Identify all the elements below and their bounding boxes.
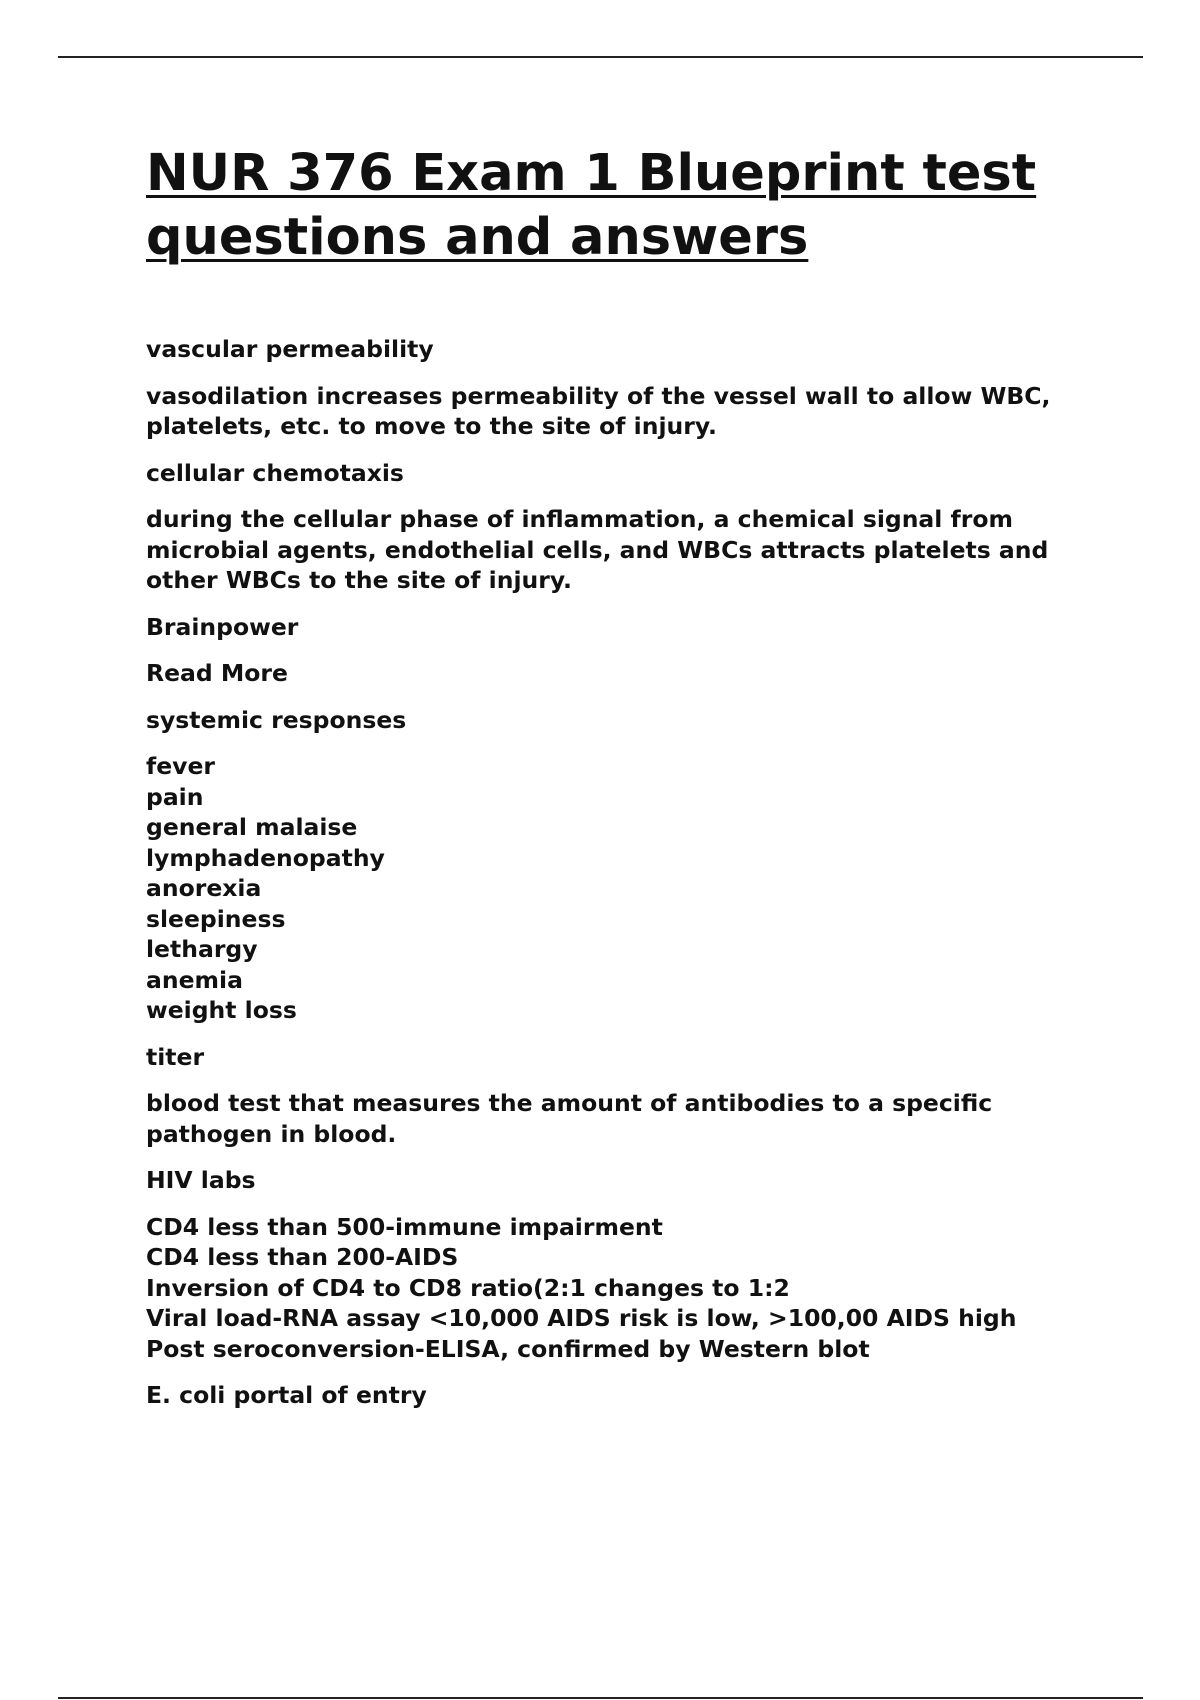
text-line: platelets, etc. to move to the site of injury.	[146, 412, 717, 440]
title-line-1: NUR 376 Exam 1 Blueprint test	[146, 144, 1037, 203]
text-line: blood test that measures the amount of antibodies to a specific	[146, 1089, 993, 1117]
text-line: lethargy	[146, 935, 258, 963]
text-line: other WBCs to the site of injury.	[146, 566, 572, 594]
definition-titer	[146, 1088, 1096, 1149]
bottom-divider	[58, 1697, 1143, 1699]
text-line: Read More	[146, 659, 288, 687]
text-line: cellular chemotaxis	[146, 458, 404, 487]
text-line: general malaise	[146, 813, 358, 841]
text-line: weight loss	[146, 996, 297, 1024]
document-title	[146, 142, 1096, 270]
definition-hiv-labs	[146, 1212, 1096, 1365]
definition-vascular-permeability	[146, 381, 1096, 442]
text-line: Brainpower	[146, 612, 299, 641]
term-systemic-responses	[146, 705, 1096, 736]
text-line: HIV labs	[146, 1166, 256, 1194]
term-titer	[146, 1042, 1096, 1073]
text-line: systemic responses	[146, 705, 407, 734]
read-more-link[interactable]	[146, 658, 1096, 689]
top-divider	[58, 56, 1143, 58]
term-vascular-permeability	[146, 334, 1096, 365]
text-line: fever	[146, 752, 216, 780]
text-line: lymphadenopathy	[146, 843, 385, 872]
text-line: Inversion of CD4 to CD8 ratio(2:1 changes to 1:2	[146, 1273, 790, 1302]
text-line: anemia	[146, 965, 243, 994]
text-line: microbial agents, endothelial cells, and WBCs attracts platelets and	[146, 535, 1049, 564]
text-line: CD4 less than 500-immune impairment	[146, 1212, 663, 1241]
text-line: anorexia	[146, 874, 262, 902]
text-line: titer	[146, 1042, 205, 1071]
term-e-coli-portal-of-entry	[146, 1380, 1096, 1411]
text-line: sleepiness	[146, 904, 286, 933]
text-line: E. coli portal of entry	[146, 1381, 427, 1409]
text-line: CD4 less than 200-AIDS	[146, 1243, 459, 1271]
term-hiv-labs	[146, 1165, 1096, 1196]
brainpower-label	[146, 612, 1096, 643]
text-line: Viral load-RNA assay <10,000 AIDS risk is low, >100,00 AIDS high	[146, 1304, 1017, 1332]
text-line: pathogen in blood.	[146, 1119, 397, 1148]
flashcard-list	[146, 334, 1096, 1411]
text-line: pain	[146, 782, 204, 811]
title-line-2: questions and answers	[146, 208, 809, 267]
term-cellular-chemotaxis	[146, 458, 1096, 489]
text-line: vasodilation increases permeability of the vessel wall to allow WBC,	[146, 381, 1051, 410]
definition-cellular-chemotaxis	[146, 504, 1096, 596]
text-line: vascular permeability	[146, 335, 434, 363]
text-line: during the cellular phase of inflammation, a chemical signal from	[146, 505, 1013, 533]
text-line: Post seroconversion-ELISA, confirmed by Western blot	[146, 1334, 870, 1363]
document-body	[146, 142, 1096, 1427]
definition-systemic-responses	[146, 751, 1096, 1026]
